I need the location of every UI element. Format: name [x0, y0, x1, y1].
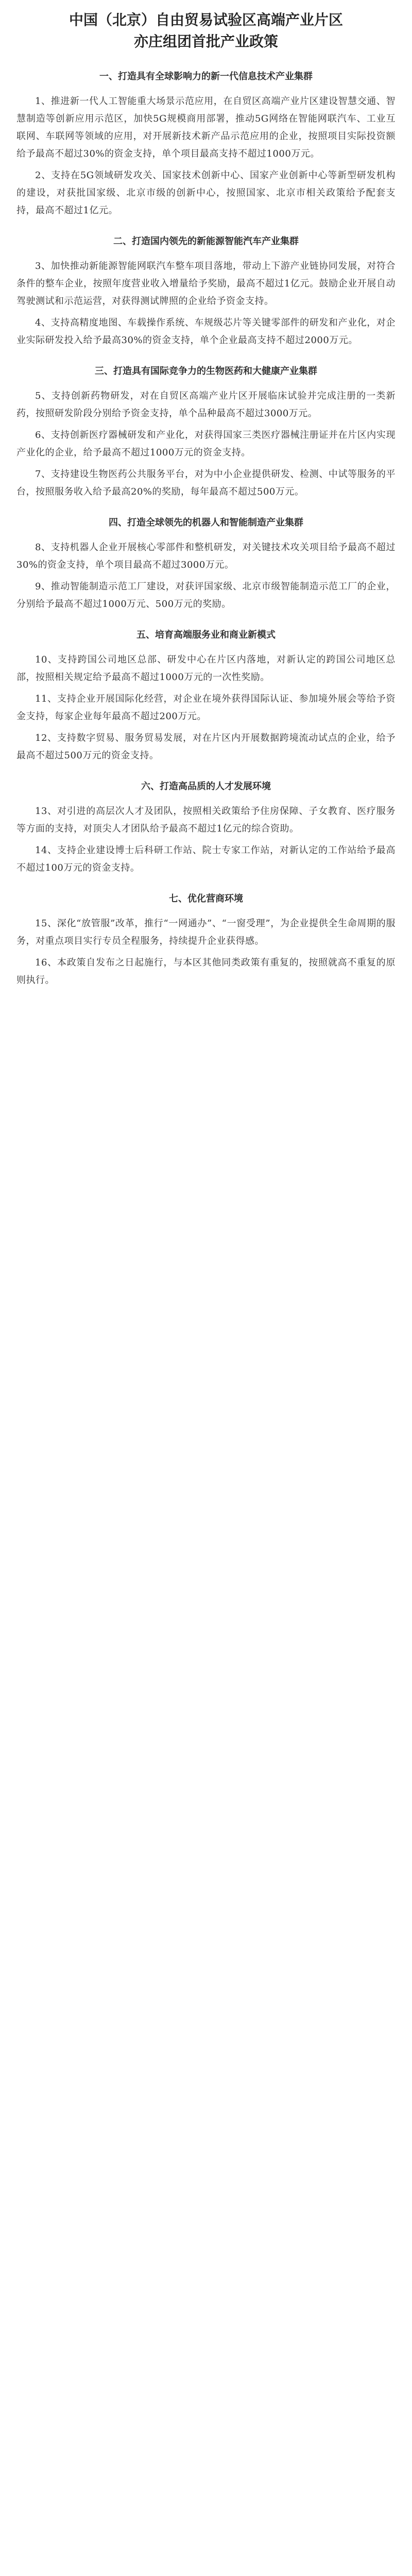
- policy-paragraph: 12、支持数字贸易、服务贸易发展，对在片区内开展数据跨境流动试点的企业，给予最高不超过500万元的资金支持。: [16, 733, 396, 761]
- policy-paragraph: 14、支持企业建设博士后科研工作站、院士专家工作站，对新认定的工作站给予最高不超过100万元的资金支持。: [16, 845, 396, 873]
- policy-paragraph: 9、推动智能制造示范工厂建设，对获评国家级、北京市级智能制造示范工厂的企业，分别给予最高不超过1000万元、500万元的奖励。: [16, 581, 396, 609]
- section-heading: 二、打造国内领先的新能源智能汽车产业集群: [113, 236, 299, 247]
- policy-paragraph: 6、支持创新医疗器械研发和产业化，对获得国家三类医疗器械注册证并在片区内实现产业化的企业，给予最高不超过1000万元的资金支持。: [16, 430, 396, 458]
- policy-paragraph: 7、支持建设生物医药公共服务平台，对为中小企业提供研发、检测、中试等服务的平台，按照服务收入给予最高20%的奖励，每年最高不超过500万元。: [16, 469, 396, 497]
- document-body: [16, 68, 396, 989]
- section-heading: 五、培育高端服务业和商业新模式: [136, 630, 276, 640]
- policy-paragraph: 5、支持创新药物研发，对在自贸区高端产业片区开展临床试验并完成注册的一类新药，按照研发阶段分别给予资金支持，单个品种最高不超过3000万元。: [16, 391, 396, 419]
- section-heading: 六、打造高品质的人才发展环境: [141, 781, 271, 792]
- document-title: [16, 9, 396, 53]
- policy-paragraph: 11、支持企业开展国际化经营，对企业在境外获得国际认证、参加境外展会等给予资金支持，每家企业每年最高不超过200万元。: [16, 693, 396, 722]
- section-heading: 一、打造具有全球影响力的新一代信息技术产业集群: [99, 71, 313, 82]
- title-line-2: 亦庄组团首批产业政策: [133, 33, 278, 50]
- policy-paragraph: 4、支持高精度地图、车载操作系统、车规级芯片等关键零部件的研发和产业化，对企业实际研发投入给予最高30%的资金支持，单个企业最高支持不超过2000万元。: [16, 317, 396, 346]
- policy-paragraph: 13、对引进的高层次人才及团队，按照相关政策给予住房保障、子女教育、医疗服务等方面的支持，对顶尖人才团队给予最高不超过1亿元的综合资助。: [16, 806, 396, 834]
- policy-paragraph: 10、支持跨国公司地区总部、研发中心在片区内落地，对新认定的跨国公司地区总部，按照相关规定给予最高不超过1000万元的一次性奖励。: [16, 654, 396, 683]
- policy-paragraph: 16、本政策自发布之日起施行，与本区其他同类政策有重复的，按照就高不重复的原则执行。: [16, 957, 396, 986]
- policy-paragraph: 3、加快推动新能源智能网联汽车整车项目落地，带动上下游产业链协同发展，对符合条件的整车企业，按照年度营业收入增量给予奖励，最高不超过1亿元。鼓励企业开展自动驾驶测试和示范运营，对获得测试牌照的企业给予资金支持。: [16, 261, 396, 307]
- title-line-1: 中国（北京）自由贸易试验区高端产业片区: [68, 11, 343, 28]
- policy-paragraph: 1、推进新一代人工智能重大场景示范应用，在自贸区高端产业片区建设智慧交通、智慧制造等创新应用示范区，加快5G规模商用部署，推动5G网络在智能网联汽车、工业互联网、车联网等领域的应用，对开展新技术新产品示范应用的企业，按照项目实际投资额给予最高不超过30%的资金支持，单个项目最高支持不超过1000万元。: [16, 96, 396, 159]
- section-heading: 三、打造具有国际竞争力的生物医药和大健康产业集群: [95, 366, 317, 377]
- section-heading: 四、打造全球领先的机器人和智能制造产业集群: [109, 517, 303, 528]
- policy-paragraph: 2、支持在5G领域研发攻关、国家技术创新中心、国家产业创新中心等新型研发机构的建设，对获批国家级、北京市级的创新中心，按照国家、北京市相关政策给予配套支持，最高不超过1亿元。: [16, 170, 396, 216]
- section-heading: 七、优化营商环境: [169, 893, 243, 904]
- policy-paragraph: 8、支持机器人企业开展核心零部件和整机研发，对关键技术攻关项目给予最高不超过30%的资金支持，单个项目最高不超过3000万元。: [16, 542, 396, 570]
- policy-paragraph: 15、深化“放管服”改革，推行“一网通办”、“一窗受理”，为企业提供全生命周期的服务，对重点项目实行专员全程服务，持续提升企业获得感。: [16, 918, 396, 946]
